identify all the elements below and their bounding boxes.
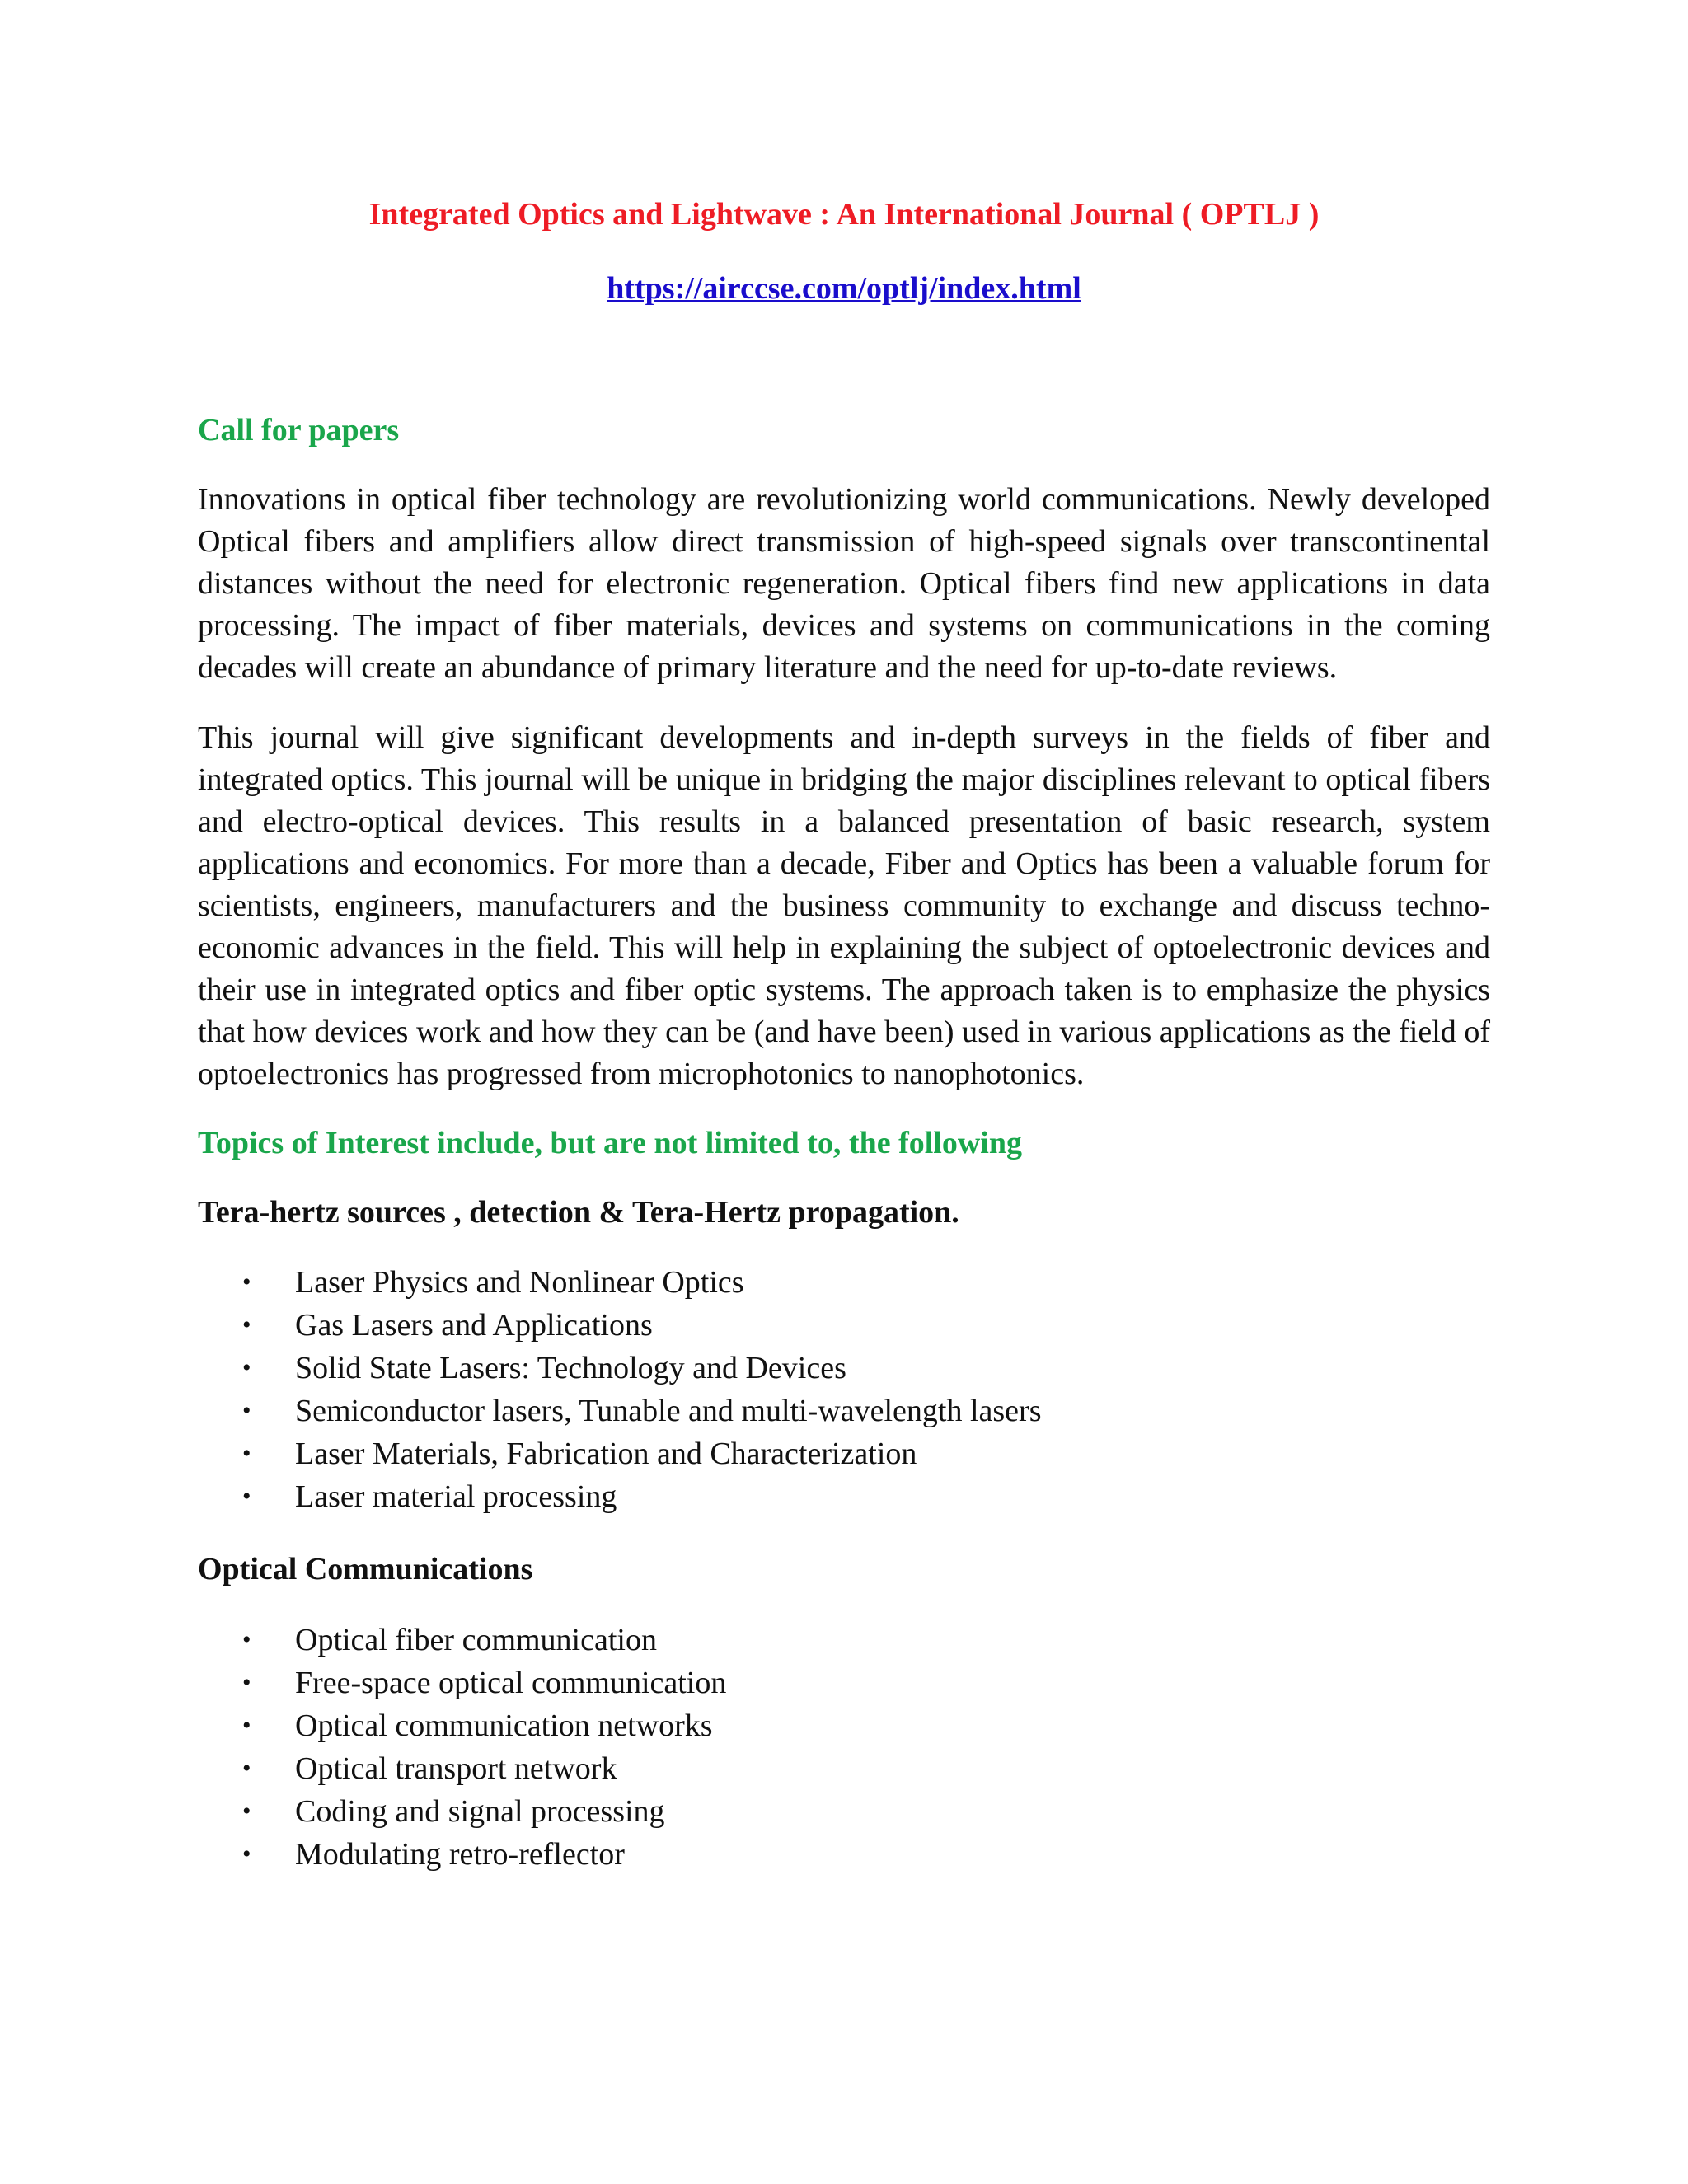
bullet-icon: • [242,1397,251,1425]
list-item-text: Solid State Lasers: Technology and Devices [295,1351,846,1386]
list-item [198,1261,1490,1304]
list-item [198,1304,1490,1347]
bullet-icon: • [242,1840,251,1868]
list-item [198,1790,1490,1833]
call-for-papers-heading: Call for papers [198,413,400,448]
bullet-icon: • [242,1668,251,1696]
bullet-icon: • [242,1797,251,1825]
bullet-icon: • [242,1268,251,1296]
list-item-text: Laser Physics and Nonlinear Optics [295,1265,744,1301]
bullet-icon: • [242,1440,251,1468]
journal-title: Integrated Optics and Lightwave : An International Journal ( OPTLJ ) [368,197,1320,232]
list-item [198,1619,1490,1661]
topic-list-optical-communications [198,1619,1490,1876]
list-item [198,1704,1490,1747]
list-item-text: Free-space optical communication [295,1665,727,1700]
list-item [198,1833,1490,1876]
intro-paragraph-1: Innovations in optical fiber technology are revolutionizing world communications. Newly developed Optical fibers and amplifiers allow direct transmission of high-speed signals over transcontinental distances without the need for electronic regeneration. Optical fibers find new applications in data processing. The impact of fiber materials, devices and systems on communications in the coming decades will create an abundance of primary literature and the need for up-to-date reviews. [198,482,1490,686]
list-item [198,1475,1490,1518]
topic-group-title-optical-communications: Optical Communications [198,1552,533,1587]
list-item-text: Optical fiber communication [295,1622,657,1657]
bullet-icon: • [242,1354,251,1382]
topic-group-title-terahertz: Tera-hertz sources , detection & Tera-Hertz propagation. [198,1194,959,1230]
list-item-text: Optical communication networks [295,1708,713,1743]
bullet-icon: • [242,1311,251,1339]
journal-url-link[interactable]: https://airccse.com/optlj/index.html [607,271,1081,306]
list-item-text: Laser material processing [295,1479,617,1515]
list-item [198,1661,1490,1704]
bullet-icon: • [242,1711,251,1739]
list-item-text: Coding and signal processing [295,1793,665,1829]
topics-heading: Topics of Interest include, but are not limited to, the following [198,1126,1022,1161]
topic-list-terahertz [198,1261,1490,1518]
list-item-text: Gas Lasers and Applications [295,1308,653,1343]
bullet-icon: • [242,1754,251,1782]
list-item [198,1347,1490,1390]
list-item-text: Optical transport network [295,1750,617,1786]
bullet-icon: • [242,1625,251,1653]
list-item [198,1747,1490,1790]
bullet-icon: • [242,1483,251,1511]
list-item [198,1390,1490,1432]
list-item [198,1432,1490,1475]
list-item-text: Laser Materials, Fabrication and Characterization [295,1436,917,1472]
intro-paragraph-2: This journal will give significant developments and in-depth surveys in the fields of fiber and integrated optics. This journal will be unique in bridging the major disciplines relevant to optical fibers and electro-optical devices. This results in a balanced presentation of basic research, system applications and economics. For more than a decade, Fiber and Optics has been a valuable forum for scientists, engineers, manufacturers and the business community to exchange and discuss techno-economic advances in the field. This will help in explaining the subject of optoelectronic devices and their use in integrated optics and fiber optic systems. The approach taken is to emphasize the physics that how devices work and how they can be (and have been) used in various applications as the field of optoelectronics has progressed from microphotonics to nanophotonics. [198,720,1490,1092]
list-item-text: Modulating retro-reflector [295,1836,625,1872]
list-item-text: Semiconductor lasers, Tunable and multi-wavelength lasers [295,1394,1042,1429]
main-content [198,410,1490,1907]
